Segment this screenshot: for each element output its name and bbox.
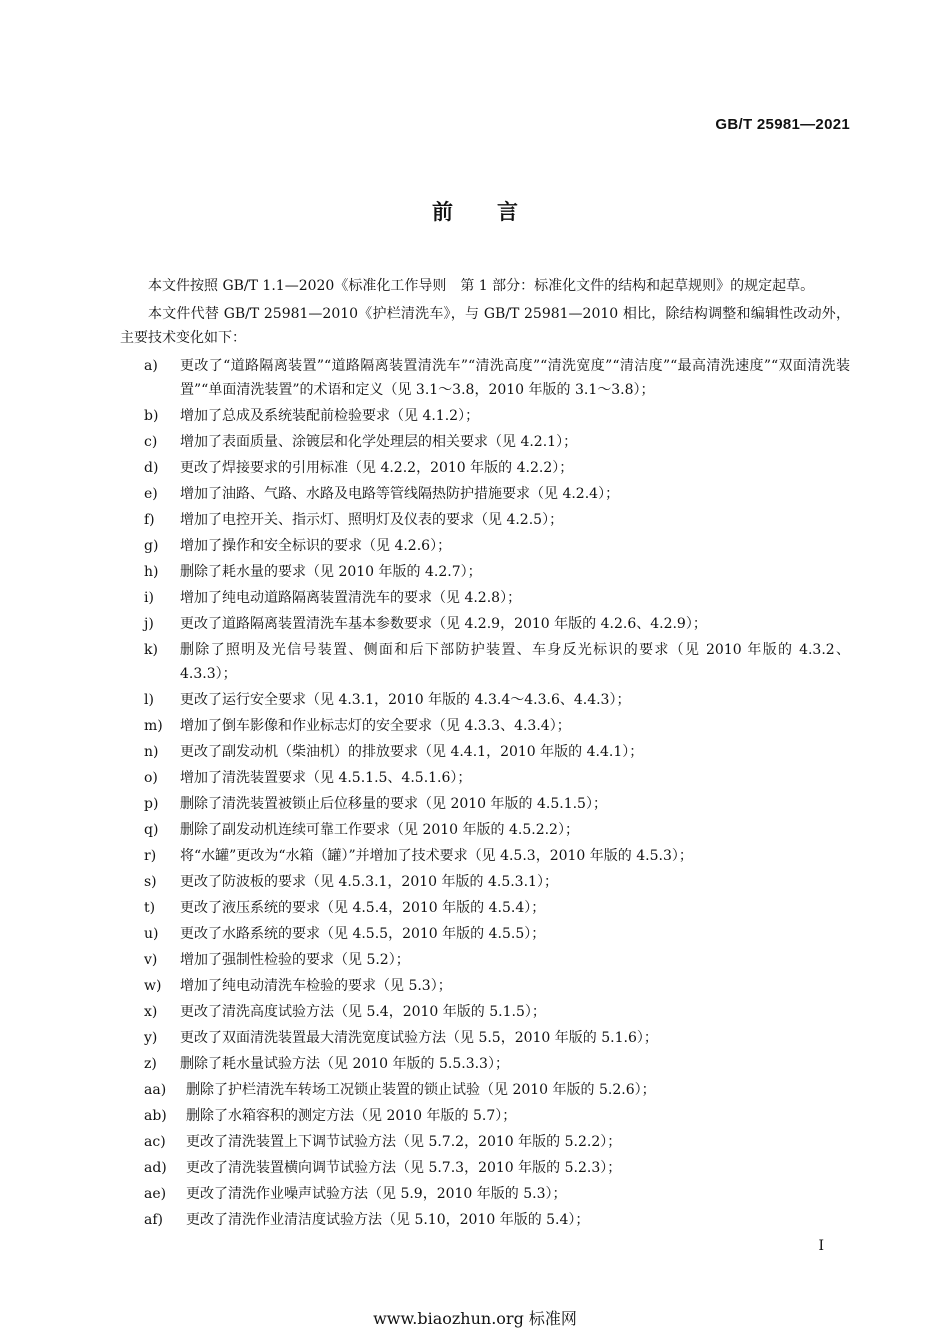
change-item-marker: p) (144, 796, 159, 812)
change-item-text: 增加了总成及系统装配前检验要求（见 4.1.2）； (180, 408, 480, 424)
change-item-marker: f) (144, 512, 155, 528)
intro-paragraph: 本文件按照 GB/T 1.1—2020《标准化工作导则 第 1 部分：标准化文件的结构和起草规则》的规定起草。 (148, 278, 815, 294)
document-body (120, 274, 850, 1234)
change-item (120, 1130, 850, 1154)
change-item (120, 688, 850, 712)
change-item-text: 删除了水箱容积的测定方法（见 2010 年版的 5.7）； (186, 1108, 517, 1124)
change-item (120, 430, 850, 454)
change-item-text: 删除了护栏清洗车转场工况锁止装置的锁止试验（见 2010 年版的 5.2.6）； (186, 1082, 656, 1098)
change-item-text: 增加了表面质量、涂镀层和化学处理层的相关要求（见 4.2.1）； (180, 434, 578, 450)
change-item (120, 1104, 850, 1128)
change-item (120, 948, 850, 972)
page-title: 前言 (432, 200, 562, 224)
change-item-text: 更改了焊接要求的引用标准（见 4.2.2，2010 年版的 4.2.2）； (180, 460, 574, 476)
change-item (120, 1156, 850, 1180)
standard-number: GB/T 25981—2021 (715, 116, 850, 133)
change-item-marker: s) (144, 874, 157, 890)
change-item (120, 766, 850, 790)
change-item-marker: ae) (144, 1186, 167, 1202)
page-number: Ⅰ (818, 1238, 824, 1254)
change-item (120, 844, 850, 868)
change-item-marker: o) (144, 770, 158, 786)
change-item (120, 638, 850, 686)
change-item-marker: ad) (144, 1160, 167, 1176)
change-item (120, 870, 850, 894)
change-item-marker: b) (144, 408, 159, 424)
change-item (120, 612, 850, 636)
change-item-marker: e) (144, 486, 158, 502)
change-item-marker: q) (144, 822, 159, 838)
change-item-marker: v) (144, 952, 158, 968)
change-item-marker: t) (144, 900, 156, 916)
change-item-marker: j) (144, 616, 154, 632)
change-item-text: 增加了清洗装置要求（见 4.5.1.5、4.5.1.6）； (180, 770, 472, 786)
footer-watermark: www.biaozhun.org 标准网 (373, 1309, 577, 1328)
change-item-text: 更改了运行安全要求（见 4.3.1，2010 年版的 4.3.4～4.3.6、4.4.3）； (180, 692, 631, 708)
change-item-text: 更改了液压系统的要求（见 4.5.4，2010 年版的 4.5.4）； (180, 900, 546, 916)
change-item-text: 删除了副发动机连续可靠工作要求（见 2010 年版的 4.5.2.2）； (180, 822, 579, 838)
change-item-marker: aa) (144, 1082, 167, 1098)
change-item (120, 1208, 850, 1232)
change-item-marker: u) (144, 926, 159, 942)
change-item (120, 404, 850, 428)
change-item (120, 1078, 850, 1102)
change-item (120, 714, 850, 738)
change-item (120, 586, 850, 610)
change-item-text: 将“水罐”更改为“水箱（罐）”并增加了技术要求（见 4.5.3，2010 年版的 4.5.3）； (180, 848, 693, 864)
change-item-marker: d) (144, 460, 159, 476)
change-item (120, 1182, 850, 1206)
change-item-text: 增加了强制性检验的要求（见 5.2）； (180, 952, 410, 968)
change-item-marker: m) (144, 718, 163, 734)
change-item-text: 删除了照明及光信号装置、侧面和后下部防护装置、车身反光标识的要求（见 2010 年版的 4.3.2、4.3.3）； (180, 642, 850, 682)
change-item-text: 更改了清洗作业噪声试验方法（见 5.9，2010 年版的 5.3）； (186, 1186, 567, 1202)
change-item-marker: i) (144, 590, 154, 606)
change-item-text: 增加了电控开关、指示灯、照明灯及仪表的要求（见 4.2.5）； (180, 512, 564, 528)
change-item-marker: g) (144, 538, 159, 554)
change-item-text: 更改了防波板的要求（见 4.5.3.1，2010 年版的 4.5.3.1）； (180, 874, 558, 890)
change-item-marker: z) (144, 1056, 157, 1072)
change-item (120, 974, 850, 998)
change-item (120, 534, 850, 558)
change-item-text: 更改了副发动机（柴油机）的排放要求（见 4.4.1，2010 年版的 4.4.1）； (180, 744, 644, 760)
change-item (120, 792, 850, 816)
change-item (120, 508, 850, 532)
change-item-text: 增加了操作和安全标识的要求（见 4.2.6）； (180, 538, 452, 554)
change-item-marker: k) (144, 642, 158, 658)
change-item-marker: w) (144, 978, 162, 994)
change-item-text: 增加了倒车影像和作业标志灯的安全要求（见 4.3.3、4.3.4）； (180, 718, 571, 734)
change-item (120, 818, 850, 842)
change-item-text: 删除了耗水量的要求（见 2010 年版的 4.2.7）； (180, 564, 482, 580)
change-item-text: 删除了清洗装置被锁止后位移量的要求（见 2010 年版的 4.5.1.5）； (180, 796, 607, 812)
change-item-marker: af) (144, 1212, 163, 1228)
change-item-marker: c) (144, 434, 158, 450)
change-item-marker: ab) (144, 1108, 167, 1124)
change-item-marker: a) (144, 358, 158, 374)
change-item-text: 更改了道路隔离装置清洗车基本参数要求（见 4.2.9，2010 年版的 4.2.6、4.2.9）； (180, 616, 707, 632)
change-item (120, 922, 850, 946)
change-item-text: 删除了耗水量试验方法（见 2010 年版的 5.5.3.3）； (180, 1056, 509, 1072)
change-item (120, 560, 850, 584)
change-item-text: 增加了油路、气路、水路及电路等管线隔热防护措施要求（见 4.2.4）； (180, 486, 620, 502)
change-item (120, 1052, 850, 1076)
change-item (120, 740, 850, 764)
change-item (120, 1026, 850, 1050)
change-item-text: 更改了双面清洗装置最大清洗宽度试验方法（见 5.5，2010 年版的 5.1.6）； (180, 1030, 658, 1046)
change-item (120, 896, 850, 920)
change-item-text: 更改了水路系统的要求（见 4.5.5，2010 年版的 4.5.5）； (180, 926, 546, 942)
change-item (120, 456, 850, 480)
change-item-marker: ac) (144, 1134, 166, 1150)
change-item (120, 482, 850, 506)
change-item-text: 更改了清洗装置横向调节试验方法（见 5.7.3，2010 年版的 5.2.3）； (186, 1160, 622, 1176)
change-list (120, 354, 850, 1232)
change-item-marker: n) (144, 744, 159, 760)
replacement-paragraph: 本文件代替 GB/T 25981—2010《护栏清洗车》，与 GB/T 25981—2010 相比，除结构调整和编辑性改动外，主要技术变化如下： (120, 306, 850, 346)
change-item-text: 更改了“道路隔离装置”“道路隔离装置清洗车”“清洗高度”“清洗宽度”“清洁度”“最高清洗速度”“双面清洗装置”“单面清洗装置”的术语和定义（见 3.1～3.8，2010 年版的 3.1～3.8）； (180, 358, 850, 398)
change-item-text: 增加了纯电动清洗车检验的要求（见 5.3）； (180, 978, 452, 994)
change-item-marker: y) (144, 1030, 158, 1046)
change-item-marker: l) (144, 692, 154, 708)
change-item-text: 更改了清洗装置上下调节试验方法（见 5.7.2，2010 年版的 5.2.2）； (186, 1134, 622, 1150)
change-item (120, 354, 850, 402)
change-item-marker: h) (144, 564, 159, 580)
change-item (120, 1000, 850, 1024)
change-item-marker: x) (144, 1004, 158, 1020)
change-item-text: 增加了纯电动道路隔离装置清洗车的要求（见 4.2.8）； (180, 590, 522, 606)
change-item-text: 更改了清洗作业清洁度试验方法（见 5.10，2010 年版的 5.4）； (186, 1212, 590, 1228)
change-item-marker: r) (144, 848, 157, 864)
change-item-text: 更改了清洗高度试验方法（见 5.4，2010 年版的 5.1.5）； (180, 1004, 546, 1020)
